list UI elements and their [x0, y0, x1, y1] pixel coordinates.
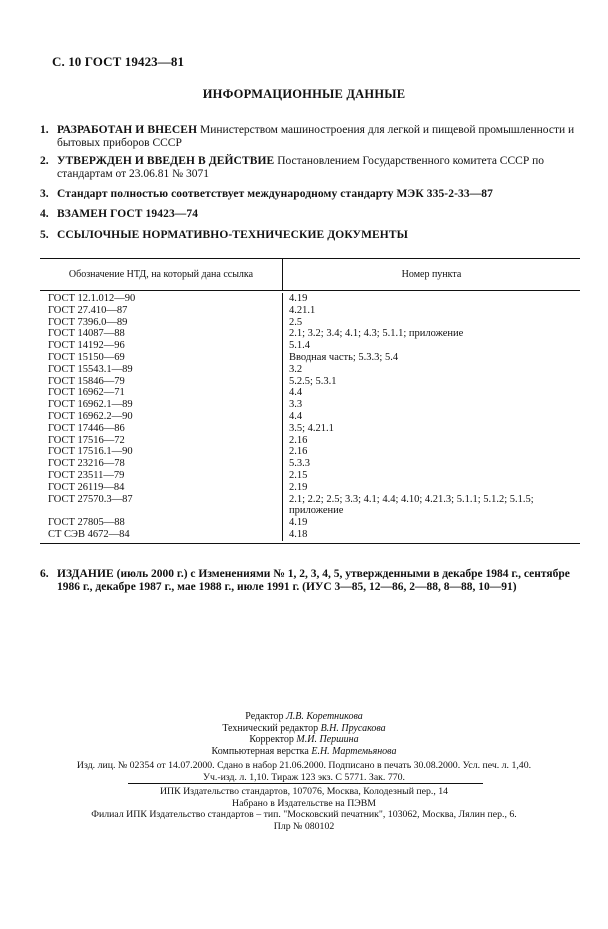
clause-cell: 5.3.3 [289, 458, 310, 470]
table-row [40, 435, 580, 447]
table-row [40, 423, 580, 435]
clause-cell: 2.5 [289, 316, 303, 328]
table-row [40, 446, 580, 458]
credit-layout: Компьютерная верстка Е.Н. Мартемьянова [211, 745, 397, 757]
pub-line: Уч.-изд. л. 1,10. Тираж 123 экз. С 5771. Зак. 770. [203, 771, 405, 783]
section-lead: ИЗДАНИЕ [57, 568, 114, 580]
editorial-credits [0, 711, 608, 757]
section-text: Министерством машиностроения для легкой и пищевой промышленности и бытовых приборов СССР [57, 124, 575, 149]
clause-cell: 3.2 [289, 363, 303, 375]
table-row [40, 364, 580, 376]
table-row [40, 411, 580, 423]
document-title: ИНФОРМАЦИОННЫЕ ДАННЫЕ [202, 87, 406, 101]
section-number: 5. [40, 229, 49, 241]
doc-cell: ГОСТ 7396.0—89 [40, 317, 283, 329]
table-row [40, 470, 580, 482]
printer-line: ИПК Издательство стандартов, 107076, Москва, Колодезный пер., 14 [159, 786, 449, 797]
section-text: Постановлением Государственного комитета СССР по стандартам от 23.06.81 № 3071 [57, 155, 544, 180]
doc-cell: ГОСТ 17516—72 [40, 435, 283, 447]
doc-cell: ГОСТ 16962—71 [40, 387, 283, 399]
table-bottom-rule [40, 543, 580, 544]
clause-cell: 3.3 [289, 399, 303, 411]
section-3-compliance [40, 188, 580, 201]
doc-cell: ГОСТ 23216—78 [40, 458, 283, 470]
doc-cell: ГОСТ 14192—96 [40, 340, 283, 352]
doc-cell: ГОСТ 14087—88 [40, 328, 283, 340]
section-number: 4. [40, 208, 49, 220]
doc-cell: ГОСТ 27.410—87 [40, 305, 283, 317]
clause-cell: 4.19 [289, 293, 308, 304]
doc-cell: ГОСТ 26119—84 [40, 482, 283, 494]
section-lead: РАЗРАБОТАН И ВНЕСЕН [57, 124, 198, 136]
table-row [40, 352, 580, 364]
table-row [40, 328, 580, 340]
publication-info [0, 760, 608, 783]
doc-cell: ГОСТ 15150—69 [40, 352, 283, 364]
clause-cell: 4.19 [289, 517, 308, 529]
table-header-row [40, 259, 580, 291]
clause-cell: 5.2.5; 5.3.1 [289, 375, 337, 387]
clause-cell: 4.21.1 [289, 304, 316, 316]
clause-cell: Вводная часть; 5.3.3; 5.4 [289, 351, 399, 363]
printer-info [0, 786, 608, 832]
doc-cell: ГОСТ 27570.3—87 [40, 494, 283, 518]
section-4-replaces [40, 208, 580, 221]
page-header: С. 10 ГОСТ 19423—81 [52, 54, 185, 69]
doc-cell: ГОСТ 15543.1—89 [40, 364, 283, 376]
doc-cell: ГОСТ 23511—79 [40, 470, 283, 482]
clause-cell: 4.18 [289, 528, 308, 540]
clause-cell: 4.4 [289, 387, 303, 399]
pub-line: Изд. лиц. № 02354 от 14.07.2000. Сдано в набор 21.06.2000. Подписано в печать 30.08.2000. Усл. печ. л. 1,40. [76, 760, 532, 771]
section-number: 3. [40, 188, 49, 200]
table-row [40, 317, 580, 329]
section-number: 1. [40, 124, 49, 136]
column-header-clause: Номер пункта [401, 268, 462, 280]
section-lead: ССЫЛОЧНЫЕ НОРМАТИВНО-ТЕХНИЧЕСКИЕ ДОКУМЕНТЫ [57, 229, 409, 241]
doc-cell: ГОСТ 17516.1—90 [40, 446, 283, 458]
clause-cell: 2.15 [289, 469, 308, 481]
clause-cell: 3.5; 4.21.1 [289, 422, 334, 434]
printer-line: Плр № 080102 [273, 820, 335, 832]
section-lead: ВЗАМЕН ГОСТ 19423—74 [57, 208, 199, 220]
section-5-references [40, 229, 580, 242]
table-row [40, 458, 580, 470]
credit-tech-editor: Технический редактор В.Н. Прусакова [222, 722, 386, 734]
clause-cell: 2.19 [289, 481, 308, 493]
table-row [40, 293, 580, 305]
credit-editor: Редактор Л.В. Коретникова [245, 711, 363, 722]
clause-cell: 5.1.4 [289, 340, 310, 352]
table-row [40, 387, 580, 399]
doc-cell: ГОСТ 12.1.012—90 [40, 293, 283, 305]
table-row [40, 399, 580, 411]
clause-cell: 2.16 [289, 434, 308, 446]
table-row [40, 494, 580, 518]
table-row [40, 305, 580, 317]
section-1-developed-by [40, 124, 580, 150]
imprint-divider [128, 783, 483, 784]
table-row [40, 340, 580, 352]
doc-cell: ГОСТ 16962.1—89 [40, 399, 283, 411]
clause-cell: 2.16 [289, 446, 308, 458]
section-2-approved [40, 155, 580, 181]
section-6-edition [40, 568, 580, 594]
table-row [40, 529, 580, 541]
table-row [40, 517, 580, 529]
doc-cell: СТ СЭВ 4672—84 [40, 529, 283, 541]
credit-corrector: Корректор М.И. Першина [249, 734, 359, 746]
printer-line: Набрано в Издательстве на ПЭВМ [232, 797, 376, 809]
clause-cell: 2.1; 2.2; 2.5; 3.3; 4.1; 4.4; 4.10; 4.21.3; 5.1.1; 5.1.2; 5.1.5; приложение [289, 493, 534, 517]
doc-cell: ГОСТ 27805—88 [40, 517, 283, 529]
column-header-document: Обозначение НТД, на который дана ссылка [40, 259, 283, 290]
section-text: (июль 2000 г.) с Изменениями № 1, 2, 3, 4, 5, утвержденными в декабре 1984 г., сентябре 1986 г., декабре 1987 г., мае 1988 г., июле 1991 г. (ИУС 3—85, 12—86, 2—88, 8—88, 10—91) [57, 568, 570, 593]
table-row [40, 376, 580, 388]
section-lead: Стандарт полностью соответствует международному стандарту МЭК 335-2-33—87 [57, 188, 493, 200]
section-lead: УТВЕРЖДЕН И ВВЕДЕН В ДЕЙСТВИЕ [57, 155, 275, 167]
printer-line: Филиал ИПК Издательство стандартов – тип. "Московский печатник", 103062, Москва, Лялин пер., 6. [91, 809, 517, 821]
table-body [40, 291, 580, 543]
section-number: 2. [40, 155, 49, 167]
doc-cell: ГОСТ 17446—86 [40, 423, 283, 435]
section-number: 6. [40, 568, 49, 580]
doc-cell: ГОСТ 16962.2—90 [40, 411, 283, 423]
doc-cell: ГОСТ 15846—79 [40, 376, 283, 388]
reference-documents-table [40, 258, 580, 544]
table-row [40, 482, 580, 494]
clause-cell: 2.1; 3.2; 3.4; 4.1; 4.3; 5.1.1; приложение [289, 328, 464, 340]
clause-cell: 4.4 [289, 410, 303, 422]
